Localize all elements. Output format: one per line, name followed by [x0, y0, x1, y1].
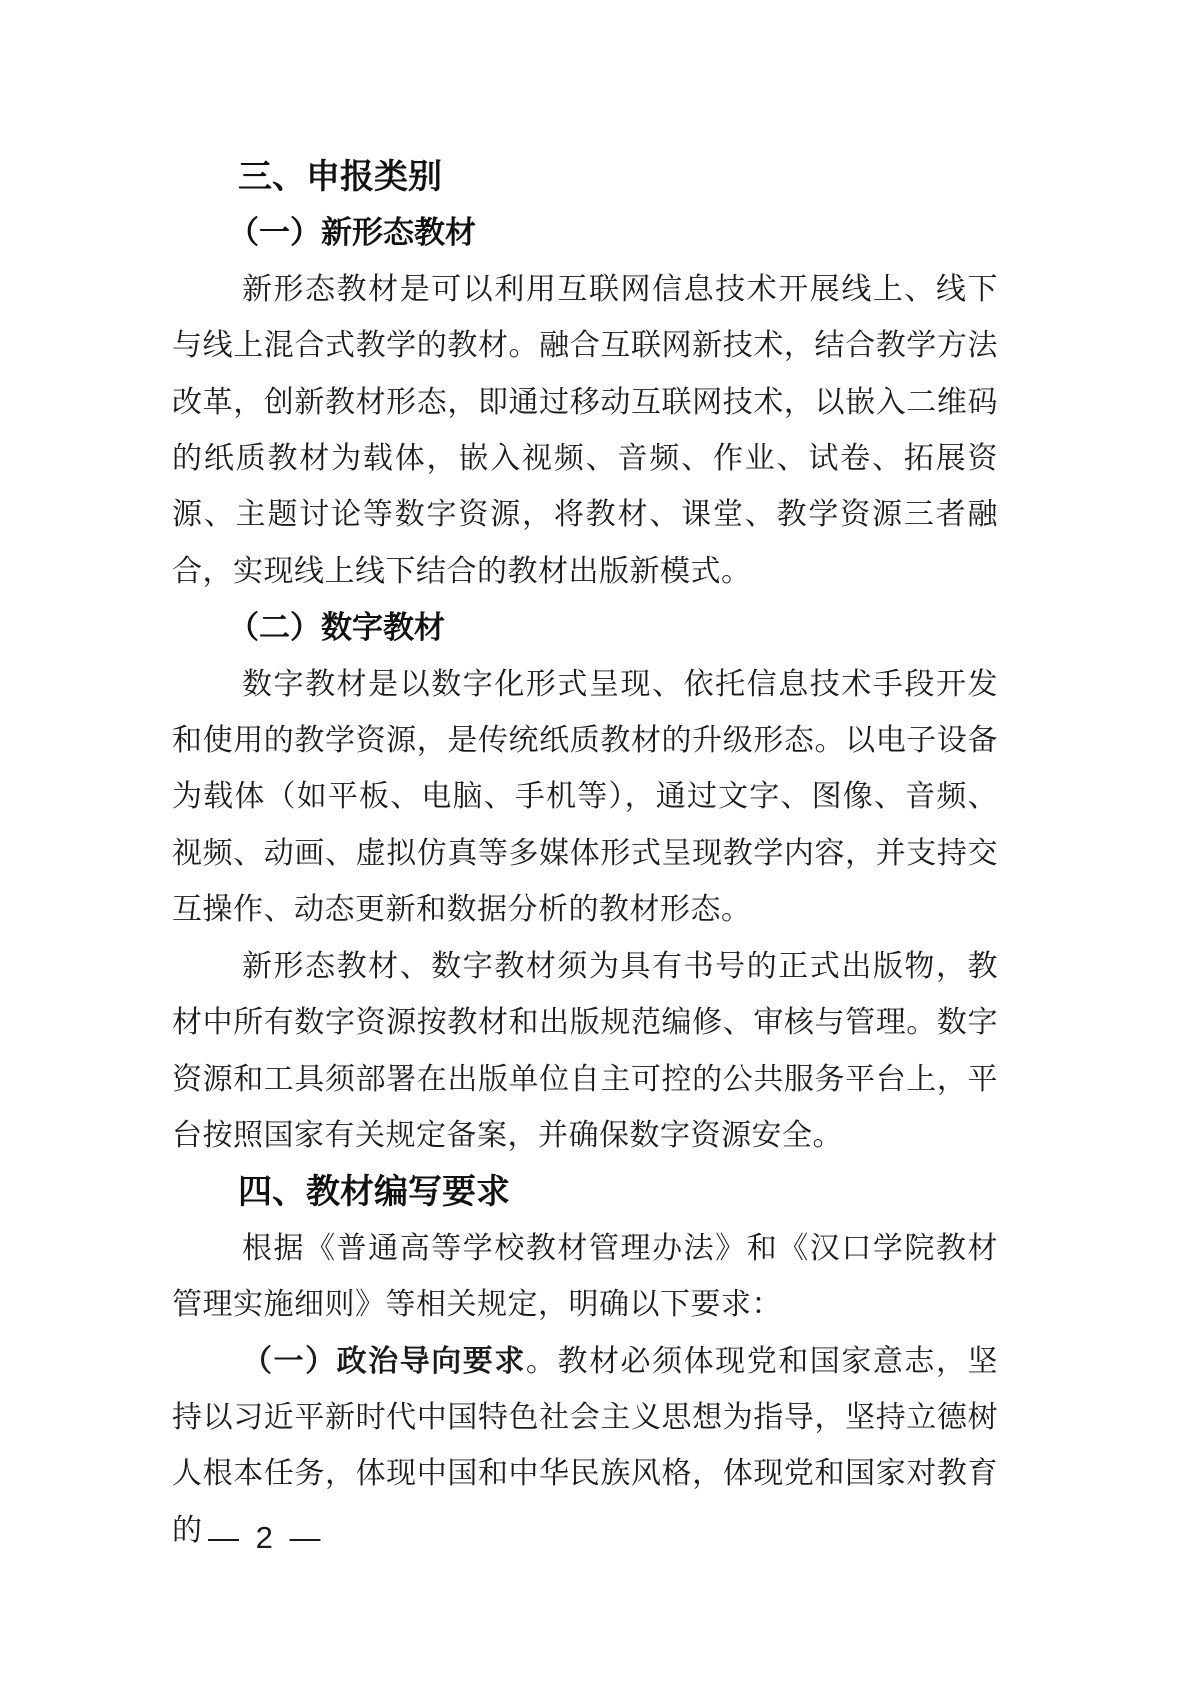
subsection-3-2-heading: （二）数字教材: [228, 610, 445, 646]
document-body: [172, 149, 998, 1559]
subsection-3-1-heading: （一）新形态教材: [228, 215, 476, 251]
section-4-heading: 四、教材编写要求: [238, 1173, 510, 1212]
paragraph-section-4-intro: 根据《普通高等学校教材管理办法》和《汉口学院教材管理实施细则》等相关规定，明确以下要求：: [172, 1231, 998, 1322]
page-number: — 2 —: [208, 1520, 325, 1555]
section-3-heading: 三、申报类别: [238, 158, 442, 196]
political-orientation-body: 。教材必须体现党和国家意志，坚持以习近平新时代中国特色社会主义思想为指导，坚持立德树人根本任务，体现中国和中华民族风格，体现党和国家对教育的: [172, 1344, 999, 1547]
paragraph-digital-textbook-definition: 数字教材是以数字化形式呈现、依托信息技术手段开发和使用的教学资源，是传统纸质教材的升级形态。以电子设备为载体（如平板、电脑、手机等），通过文字、图像、音频、视频、动画、虚拟仿真等多媒体形式呈现教学内容，并支持交互操作、动态更新和数据分析的教材形态。: [172, 667, 998, 927]
paragraph-publication-requirements: 新形态教材、数字教材须为具有书号的正式出版物，教材中所有数字资源按教材和出版规范编修、审核与管理。数字资源和工具须部署在出版单位自主可控的公共服务平台上，平台按照国家有关规定备案，并确保数字资源安全。: [172, 949, 998, 1152]
paragraph-new-form-textbook-definition: 新形态教材是可以利用互联网信息技术开展线上、线下与线上混合式教学的教材。融合互联网新技术，结合教学方法改革，创新教材形态，即通过移动互联网技术，以嵌入二维码的纸质教材为载体，嵌入视频、音频、作业、试卷、拓展资源、主题讨论等数字资源，将教材、课堂、教学资源三者融合，实现线上线下结合的教材出版新模式。: [172, 272, 998, 588]
political-orientation-lead: （一）政治导向要求: [242, 1344, 526, 1378]
